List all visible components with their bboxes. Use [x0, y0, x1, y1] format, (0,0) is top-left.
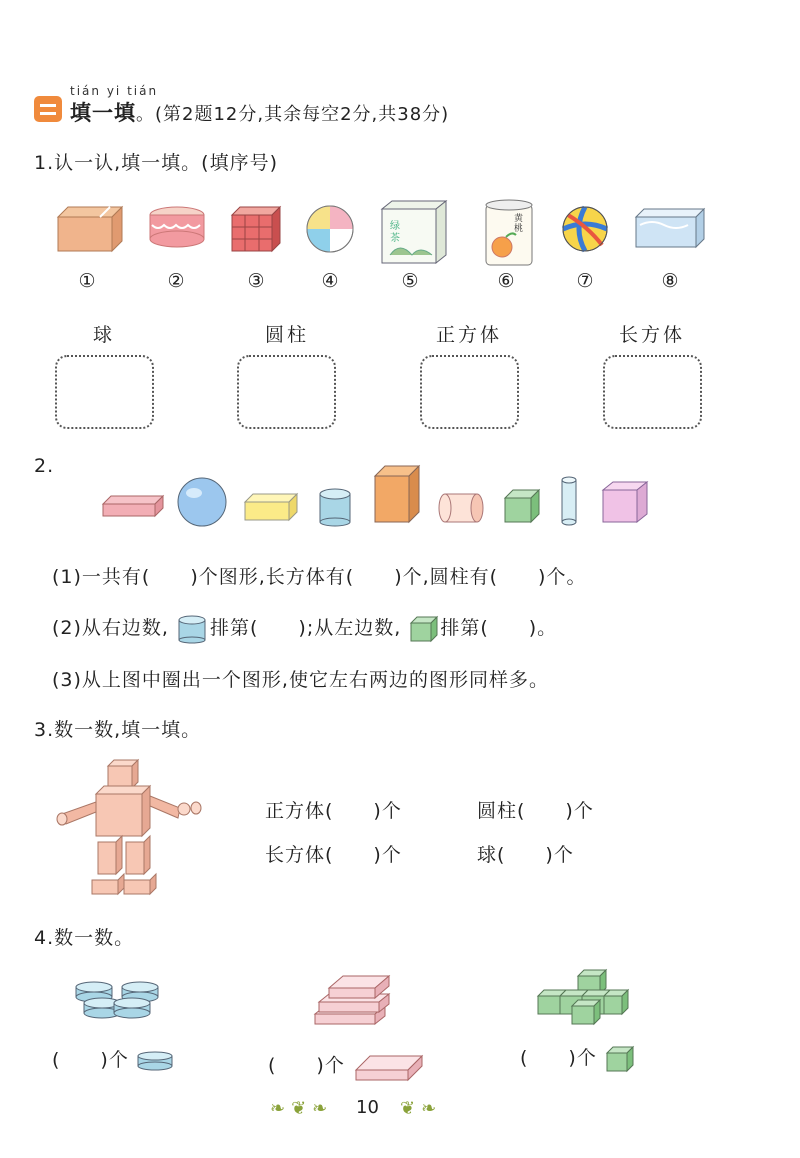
section-title [70, 97, 449, 127]
q3-cylinder-count: 圆柱( )个 [477, 800, 594, 822]
cake-icon [150, 207, 204, 247]
q1-number-3: ③ [247, 270, 265, 292]
q1-category-cuboid: 长方体 [618, 324, 685, 346]
cuboid-stack-figure [305, 968, 400, 1032]
section-note: 。(第2题12分,其余每空2分,共38分) [136, 104, 450, 125]
q4-item1 [52, 1045, 174, 1072]
cuboid-icon [352, 1048, 426, 1084]
svg-text:茶: 茶 [390, 233, 400, 244]
box-icon [58, 207, 122, 251]
page-number: 10 [356, 1097, 379, 1118]
q4-item1-count: ( )个 [52, 1049, 129, 1071]
footer-leaf-decoration-left: ❧❦❧ [270, 1098, 334, 1119]
cylinder-thin-icon [562, 477, 576, 525]
answer-box-cube[interactable] [420, 355, 519, 429]
peach-can-icon [486, 200, 532, 265]
q1-number-4: ④ [321, 270, 339, 292]
cube-icon [604, 1044, 636, 1074]
answer-box-cylinder[interactable] [237, 355, 336, 429]
cylinder-icon [320, 489, 350, 526]
q2-line2-part3: 排第( )。 [440, 617, 558, 639]
q1-objects [40, 195, 740, 275]
cube-icon [603, 482, 647, 522]
q3-cuboid-count: 长方体( )个 [265, 844, 402, 866]
cube-icon [408, 614, 440, 644]
robot-figure [50, 758, 205, 900]
q4-prompt: 4.数一数。 [34, 927, 135, 949]
cube-stack-figure [532, 968, 632, 1028]
svg-text:黄: 黄 [514, 214, 524, 224]
tea-box-icon [382, 201, 446, 263]
q1-number-5: ⑤ [401, 270, 419, 292]
section-title-text: 填一填 [70, 101, 136, 125]
cylinder-icon [176, 614, 210, 644]
q1-prompt: 1.认一认,填一填。(填序号) [34, 152, 278, 174]
q1-category-sphere: 球 [92, 324, 115, 346]
q2-line3: (3)从上图中圈出一个图形,使它左右两边的图形同样多。 [52, 669, 549, 691]
cylinder-icon [136, 1050, 174, 1072]
svg-text:绿: 绿 [390, 221, 400, 232]
q1-category-cube: 正方体 [435, 324, 502, 346]
q1-number-8: ⑧ [661, 270, 679, 292]
q2-line2-part2: 排第( );从左边数, [210, 617, 402, 639]
svg-text:桃: 桃 [514, 224, 524, 234]
footer-leaf-decoration-right: ❦❧ [400, 1098, 443, 1119]
q3-sphere-count: 球( )个 [477, 844, 574, 866]
q2-shapes [95, 460, 665, 532]
q1-number-2: ② [167, 270, 185, 292]
answer-box-sphere[interactable] [55, 355, 154, 429]
q2-prompt: 2. [34, 455, 55, 477]
cylinder-stack-figure [70, 975, 165, 1025]
q3-prompt: 3.数一数,填一填。 [34, 719, 202, 741]
q4-item3-count: ( )个 [520, 1047, 597, 1069]
q1-category-cylinder: 圆柱 [264, 324, 309, 346]
cube-puzzle-icon [232, 207, 280, 251]
cuboid-flat-icon [103, 496, 163, 516]
tissue-box-icon [636, 209, 704, 247]
q4-item2 [268, 1048, 426, 1084]
section-pinyin: tián yi tián [70, 84, 159, 98]
section-badge-icon [34, 96, 62, 122]
cuboid-tall-icon [375, 466, 419, 522]
q3-cube-count: 正方体( )个 [265, 800, 402, 822]
q4-item2-count: ( )个 [268, 1054, 345, 1077]
q2-line2-part1: (2)从右边数, [52, 617, 169, 639]
cube-icon [505, 490, 539, 522]
q1-number-7: ⑦ [576, 270, 594, 292]
answer-box-cuboid[interactable] [603, 355, 702, 429]
q1-number-6: ⑥ [497, 270, 515, 292]
q2-line1: (1)一共有( )个图形,长方体有( )个,圆柱有( )个。 [52, 566, 587, 588]
q1-number-1: ① [78, 270, 96, 292]
beach-ball-icon [307, 206, 353, 252]
q4-item3 [520, 1043, 636, 1074]
sphere-icon [178, 478, 226, 526]
q2-line2 [52, 613, 557, 644]
cylinder-lying-icon [439, 494, 483, 522]
cuboid-icon [245, 494, 297, 520]
volleyball-icon [563, 207, 607, 251]
